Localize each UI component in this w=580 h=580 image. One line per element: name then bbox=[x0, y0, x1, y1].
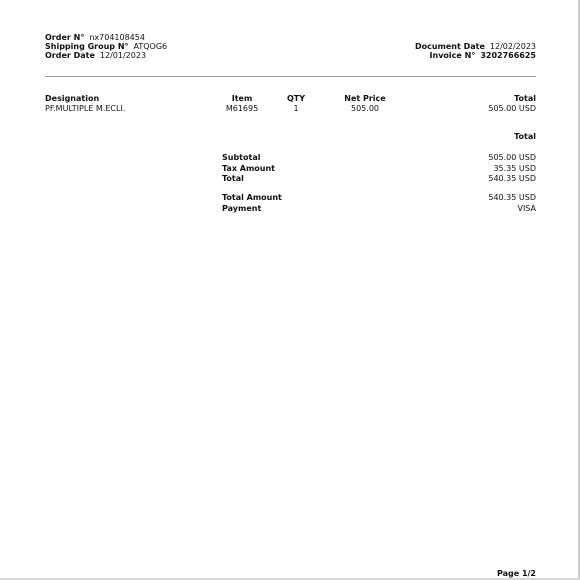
payment-value: VISA bbox=[517, 203, 536, 213]
tax-row bbox=[222, 164, 536, 175]
column-header-total: Total bbox=[514, 94, 536, 103]
column-header-net-price: Net Price bbox=[344, 94, 386, 103]
column-header-item: Item bbox=[231, 94, 253, 103]
invoice-number-value: 3202766625 bbox=[480, 51, 536, 60]
column-header-designation: Designation bbox=[45, 94, 100, 103]
subtotal-row bbox=[222, 153, 536, 164]
payment-label: Payment bbox=[222, 203, 262, 213]
payment-row bbox=[222, 204, 536, 215]
document-date-label: Document Date bbox=[414, 42, 485, 51]
total-amount-label: Total Amount bbox=[222, 193, 282, 202]
row-qty: 1 bbox=[293, 104, 299, 113]
header-divider bbox=[45, 76, 536, 77]
total-amount-value: 540.35 USD bbox=[488, 193, 536, 202]
order-number-value: nx704108454 bbox=[89, 33, 145, 42]
invoice-number-label: Invoice N° bbox=[429, 51, 476, 60]
summary-block bbox=[222, 153, 536, 185]
payment-block bbox=[222, 193, 536, 214]
total-amount-row bbox=[222, 193, 536, 204]
page-number: Page 1/2 bbox=[496, 569, 536, 578]
column-header-qty: QTY bbox=[286, 94, 306, 103]
tax-label: Tax Amount bbox=[222, 163, 276, 173]
document-date-row bbox=[415, 42, 536, 51]
shipping-group-value: ATQOG6 bbox=[133, 42, 168, 51]
invoice-info-block bbox=[415, 42, 536, 60]
total-row bbox=[222, 174, 536, 185]
summary-total-header: Total bbox=[514, 132, 536, 141]
subtotal-value: 505.00 USD bbox=[488, 153, 536, 162]
tax-value: 35.35 USD bbox=[493, 163, 536, 173]
order-date-value: 12/01/2023 bbox=[99, 51, 147, 60]
total-label: Total bbox=[222, 174, 244, 183]
shipping-group-row bbox=[45, 42, 167, 51]
order-info-block bbox=[45, 33, 167, 60]
row-designation: PF.MULTIPLE M.ECLI. bbox=[45, 104, 126, 113]
order-date-row bbox=[45, 51, 167, 60]
order-date-label: Order Date bbox=[45, 51, 95, 60]
row-item: M61695 bbox=[225, 104, 259, 113]
row-net-price: 505.00 bbox=[351, 104, 379, 113]
order-number-row bbox=[45, 33, 167, 42]
total-value: 540.35 USD bbox=[488, 174, 536, 183]
invoice-number-row bbox=[415, 51, 536, 60]
row-total: 505.00 USD bbox=[488, 104, 536, 113]
subtotal-label: Subtotal bbox=[222, 153, 261, 162]
shipping-group-label: Shipping Group N° bbox=[45, 42, 129, 51]
document-date-value: 12/02/2023 bbox=[489, 42, 536, 51]
order-number-label: Order N° bbox=[45, 33, 85, 42]
